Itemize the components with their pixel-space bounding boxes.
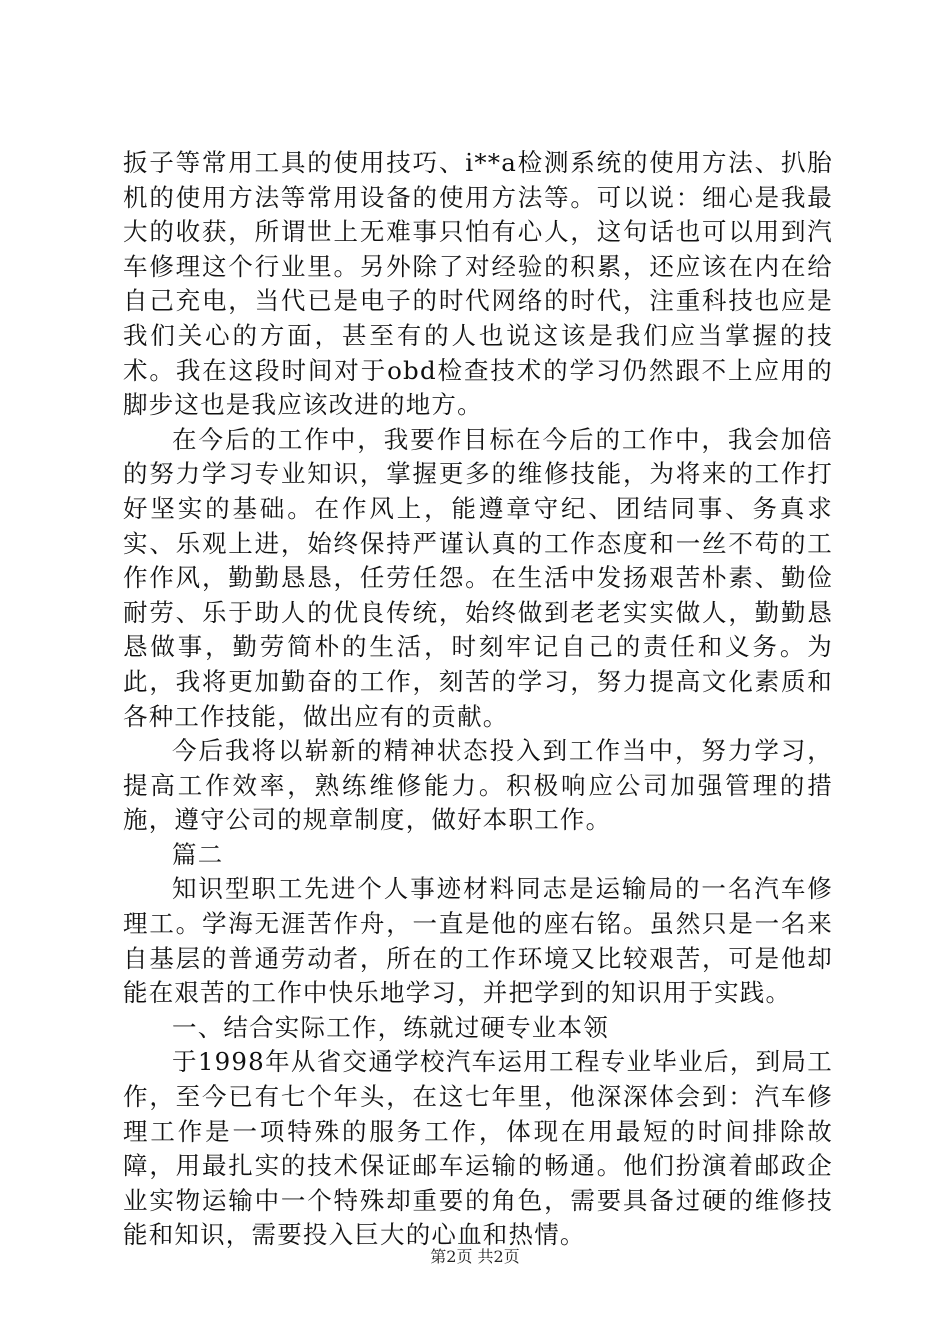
paragraph-1: 扳子等常用工具的使用技巧、i**a检测系统的使用方法、扒胎机的使用方法等常用设备的使用方法等。可以说：细心是我最大的收获，所谓世上无难事只怕有心人，这句话也可以用到汽车修理这个行业里。另外除了对经验的积累，还应该在内在给自己充电，当代已是电子的时代网络的时代，注重科技也应是我们关心的方面，甚至有的人也说这该是我们应当掌握的技术。我在这段时间对于obd检查技术的学习仍然跟不上应用的脚步这也是我应该改进的地方。 <box>123 148 833 420</box>
page-footer: 第2页 共2页 <box>430 1247 520 1266</box>
document-body <box>123 146 833 1253</box>
subheading-one: 一、结合实际工作，练就过硬专业本领 <box>172 1012 609 1042</box>
paragraph-5: 于1998年从省交通学校汽车运用工程专业毕业后，到局工作，至今已有七个年头，在这七年里，他深深体会到：汽车修理工作是一项特殊的服务工作，体现在用最短的时间排除故障，用最扎实的技术保证邮车运输的畅通。他们扮演着邮政企业实物运输中一个特殊却重要的角色，需要具备过硬的维修技能和知识，需要投入巨大的心血和热情。 <box>123 1047 833 1250</box>
paragraph-4: 知识型职工先进个人事迹材料同志是运输局的一名汽车修理工。学海无涯苦作舟，一直是他的座右铭。虽然只是一名来自基层的普通劳动者，所在的工作环境又比较艰苦，可是他却能在艰苦的工作中快乐地学习，并把学到的知识用于实践。 <box>123 874 833 1008</box>
paragraph-3: 今后我将以崭新的精神状态投入到工作当中，努力学习，提高工作效率，熟练维修能力。积极响应公司加强管理的措施，遵守公司的规章制度，做好本职工作。 <box>123 736 833 835</box>
section-heading-part-two: 篇二 <box>172 839 224 869</box>
paragraph-2: 在今后的工作中，我要作目标在今后的工作中，我会加倍的努力学习专业知识，掌握更多的维修技能，为将来的工作打好坚实的基础。在作风上，能遵章守纪、团结同事、务真求实、乐观上进，始终保持严谨认真的工作态度和一丝不苟的工作作风，勤勤恳恳，任劳任怨。在生活中发扬艰苦朴素、勤俭耐劳、乐于助人的优良传统，始终做到老老实实做人，勤勤恳恳做事，勤劳简朴的生活，时刻牢记自己的责任和义务。为此，我将更加勤奋的工作，刻苦的学习，努力提高文化素质和各种工作技能，做出应有的贡献。 <box>123 424 833 731</box>
